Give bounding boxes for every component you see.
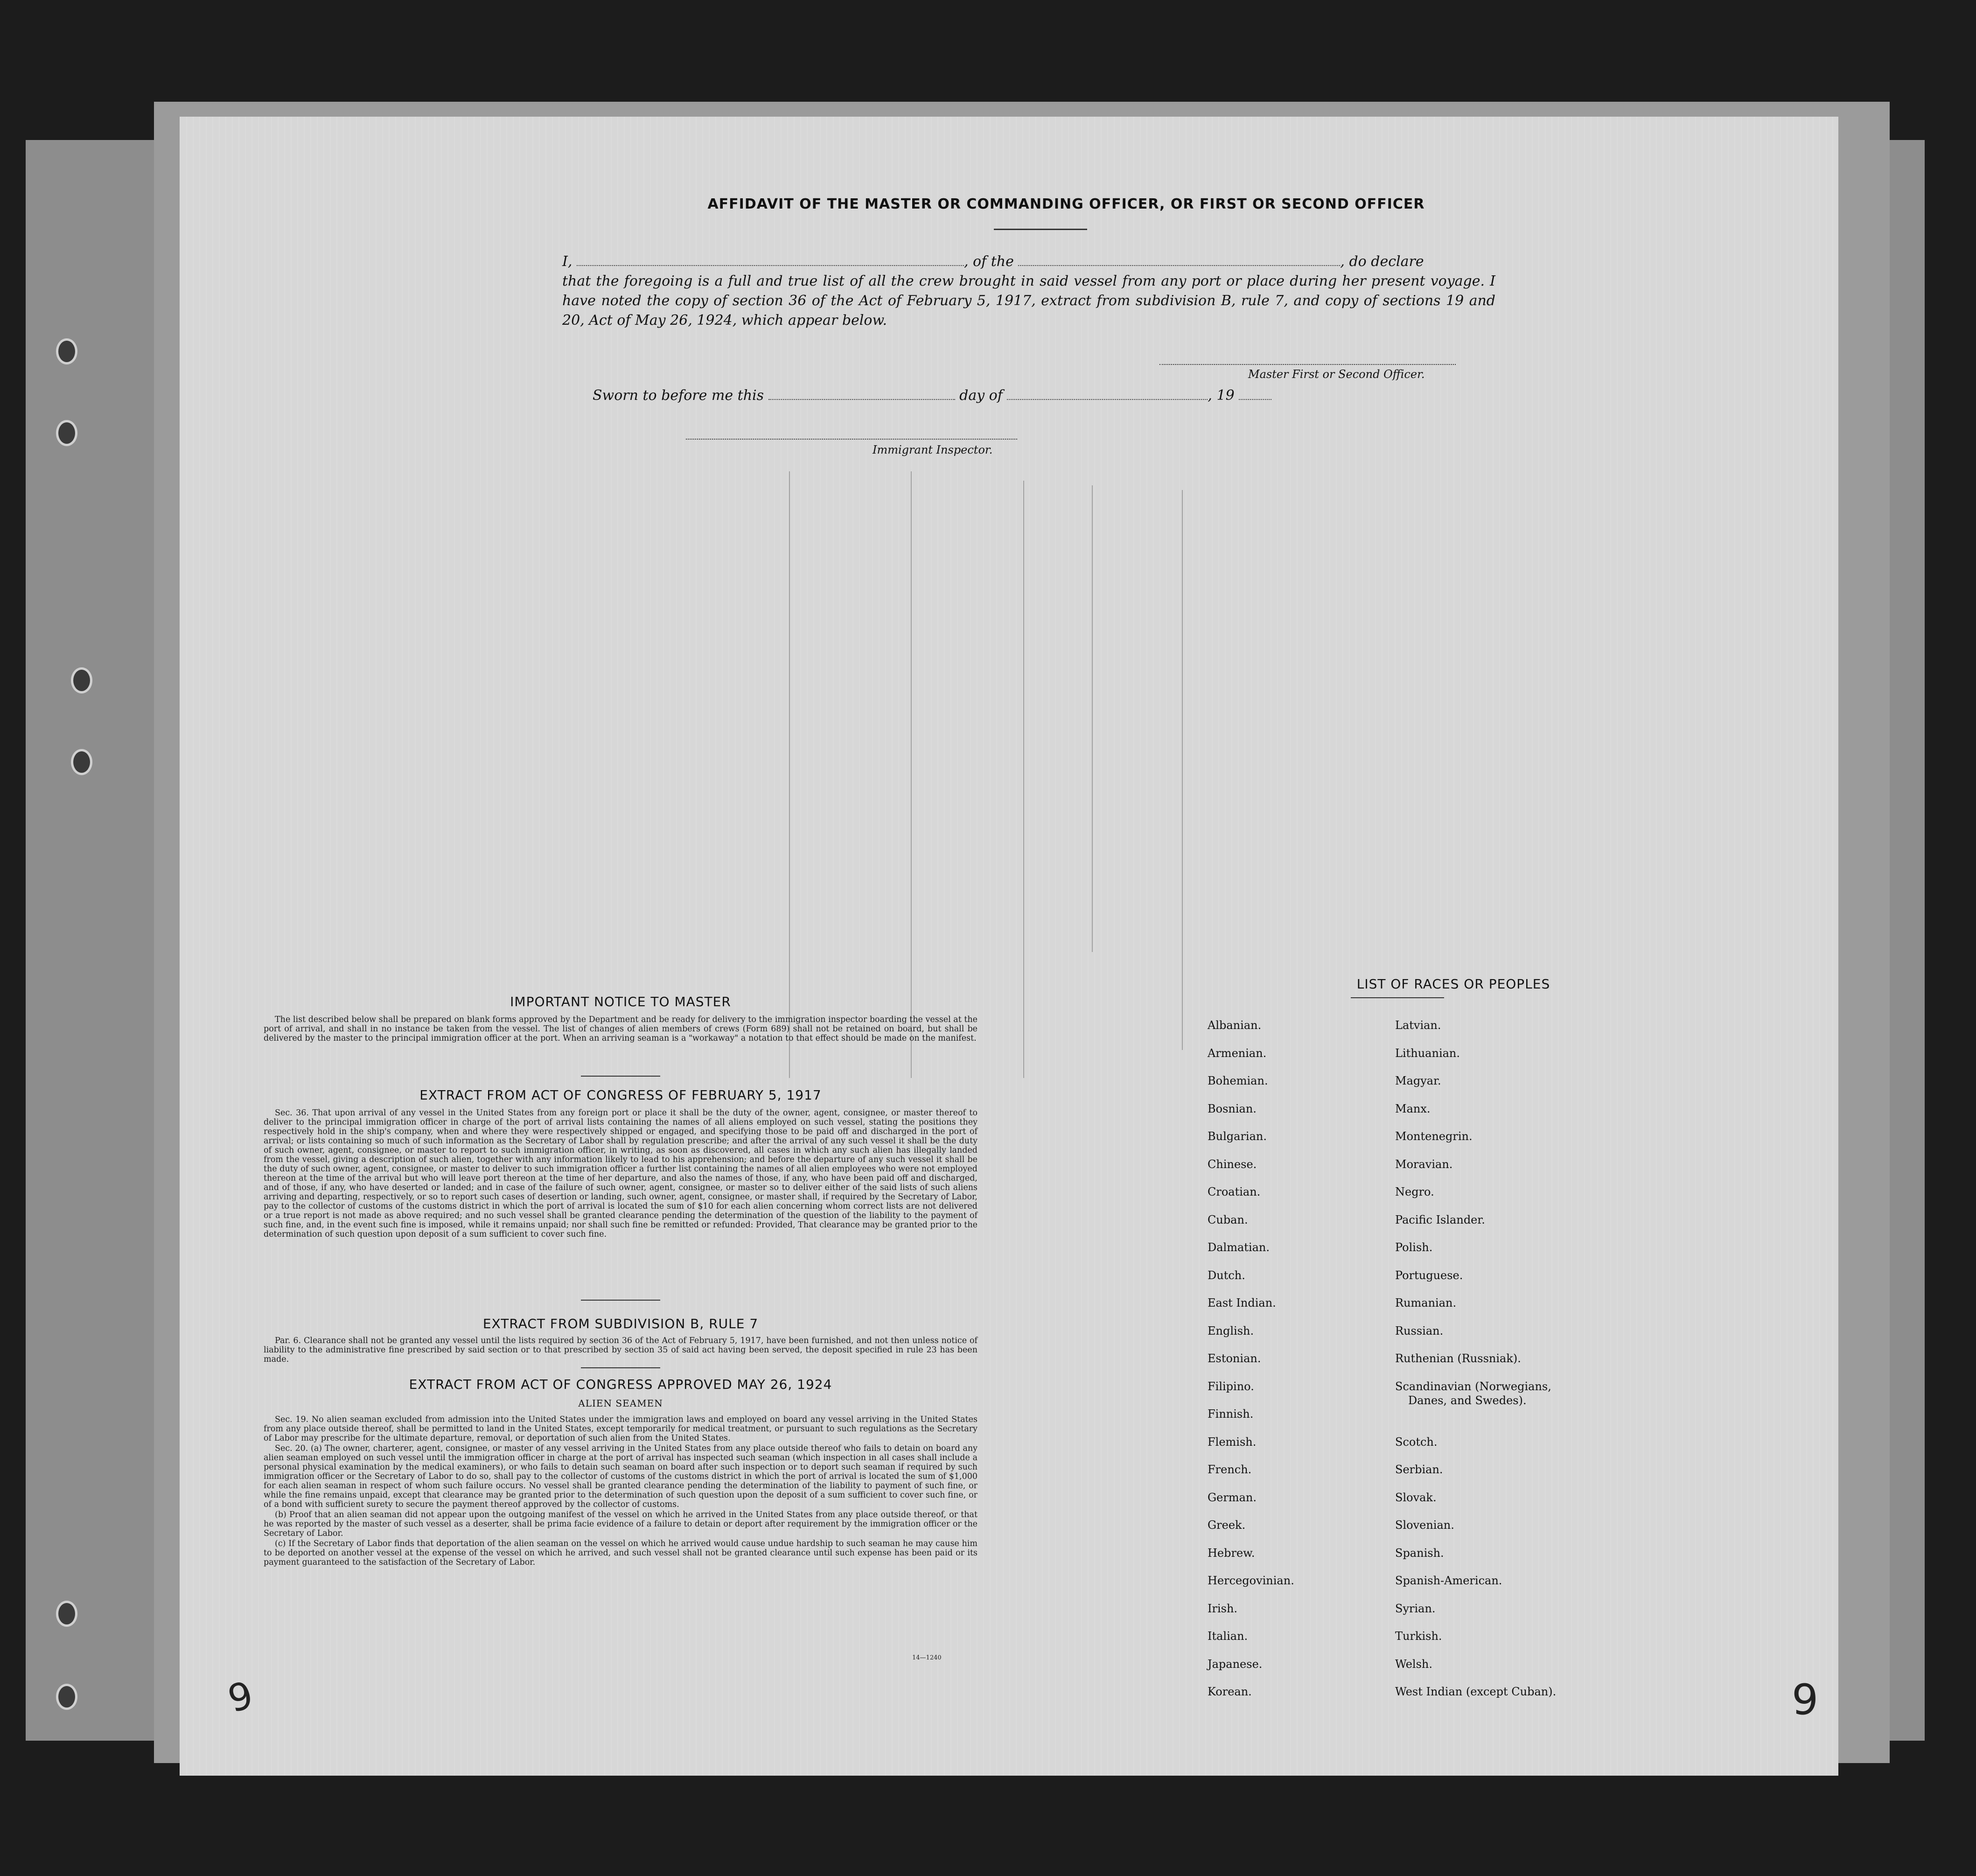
race-item: Manx. (1395, 1102, 1431, 1115)
race-item: Armenian. (1208, 1046, 1267, 1060)
sworn-day-of: day of (959, 387, 1003, 404)
inspector-label: Immigrant Inspector. (873, 443, 993, 456)
sworn-day-field[interactable] (768, 399, 955, 400)
race-item: Polish. (1395, 1241, 1433, 1254)
affidavit-body: that the foregoing is a full and true list of all the crew brought in said vessel from any port or place during her present voyage. I have noted the copy of section 36 of the Act of February 5, 1917, extract from subdivision B, rule 7, and copy of sections 19 and 20, Act of May 26, 1924, which appear below. (562, 273, 1495, 329)
race-item: Bosnian. (1208, 1102, 1257, 1115)
affidavit-title: AFFIDAVIT OF THE MASTER OR COMMANDING OFFICER, OR FIRST OR SECOND OFFICER (707, 196, 1425, 212)
race-item: Bohemian. (1208, 1074, 1268, 1087)
race-item: Filipino. (1208, 1379, 1254, 1393)
race-item: Hebrew. (1208, 1546, 1255, 1560)
inspector-signature-line[interactable] (686, 439, 1017, 440)
affidavit-of-the-label: , of the (964, 253, 1014, 270)
races-title-divider (1351, 997, 1444, 998)
race-item: Croatian. (1208, 1185, 1261, 1198)
section-divider (581, 1076, 660, 1077)
bleed-through-line (1023, 481, 1024, 1078)
sworn-year-field[interactable] (1239, 399, 1271, 400)
race-item: Scotch. (1395, 1435, 1438, 1449)
race-item: Syrian. (1395, 1602, 1436, 1615)
race-item: Rumanian. (1395, 1296, 1457, 1309)
notice-text (264, 1015, 978, 1044)
race-item: Pacific Islander. (1395, 1213, 1485, 1226)
race-item-scandinavian: Scandinavian (Norwegians, (1395, 1379, 1551, 1393)
notice-title: IMPORTANT NOTICE TO MASTER (510, 994, 731, 1009)
race-item: Flemish. (1208, 1435, 1257, 1449)
extract-1917-text (264, 1108, 978, 1240)
race-item: Serbian. (1395, 1463, 1443, 1476)
races-title: LIST OF RACES OR PEOPLES (1356, 976, 1550, 992)
race-item: Finnish. (1208, 1407, 1254, 1421)
race-item: Latvian. (1395, 1019, 1441, 1032)
sec-20c-paragraph: (c) If the Secretary of Labor finds that deportation of the alien seaman on the vessel on which he arrived would cause undue hardship to such seaman he may cause him to be deported on another vessel at the expense of the vessel on which he arrived, and such vessel shall not be granted clearance until such expense has been paid or its payment guaranteed to the satisfaction of the Secretary of Labor. (264, 1539, 978, 1567)
race-item: Chinese. (1208, 1157, 1257, 1171)
form-page (180, 117, 1838, 1776)
race-item: Irish. (1208, 1602, 1238, 1615)
title-divider (994, 229, 1087, 230)
race-item (1395, 1379, 1556, 1435)
race-item: Spanish-American. (1395, 1574, 1502, 1587)
binder-hole-icon (71, 749, 92, 775)
race-item-scandinavian-cont: Danes, and Swedes). (1408, 1393, 1527, 1407)
sworn-line (593, 387, 1271, 404)
races-column-2 (1395, 1018, 1556, 1713)
race-item: Korean. (1208, 1685, 1252, 1698)
race-item: Magyar. (1395, 1074, 1441, 1087)
race-item: East Indian. (1208, 1296, 1276, 1309)
affidavit-i-label: I, (562, 253, 573, 270)
form-number: 14—1240 (912, 1654, 942, 1661)
race-item: Lithuanian. (1395, 1046, 1460, 1060)
bleed-through-line (789, 471, 790, 1078)
binder-hole-icon (56, 1601, 77, 1627)
race-item: Slovenian. (1395, 1519, 1454, 1532)
race-item: Hercegovinian. (1208, 1574, 1294, 1587)
race-item: Welsh. (1395, 1657, 1432, 1671)
extract-1924-title: EXTRACT FROM ACT OF CONGRESS APPROVED MAY 26, 1924 (409, 1377, 832, 1392)
extract-1924-text (264, 1415, 978, 1568)
races-column-1 (1208, 1018, 1294, 1713)
affidavit-text (562, 252, 1495, 330)
race-item: Spanish. (1395, 1546, 1444, 1560)
binder-hole-icon (56, 338, 77, 364)
race-item: West Indian (except Cuban). (1395, 1685, 1557, 1698)
binder-hole-icon (56, 1684, 77, 1710)
binder-hole-icon (71, 667, 92, 693)
race-item: Estonian. (1208, 1352, 1261, 1365)
extract-1917-title: EXTRACT FROM ACT OF CONGRESS OF FEBRUARY 5, 1917 (419, 1087, 822, 1103)
race-item: Albanian. (1208, 1019, 1262, 1032)
sec-20a-paragraph: Sec. 20. (a) The owner, charterer, agent, consignee, or master of any vessel arriving in the United States from any place outside thereof who fails to detain on board any alien seaman employed on such vessel until the immigration officer in charge at the port of arrival has inspected such seaman (which inspection in all cases shall include a personal physical examination by the medical examiners), or who fails to detain such seaman on board after such inspection or to deport such seaman if required by such immigration officer or the Secretary of Labor to do so, shall pay to the collector of customs of the customs district in which the port of arrival is located the sum of $1,000 for each alien seaman in respect of whom such failure occurs. No vessel shall be granted clearance pending the determination of the liability to payment of such fine, or while the fine remains unpaid, except that clearance may be granted prior to the determination of such question upon the deposit of a sum sufficient to cover such fine, or of a bond with sufficient surety to secure the payment thereof approved by the collector of customs. (264, 1444, 978, 1509)
race-item: Turkish. (1395, 1630, 1442, 1643)
vessel-name-field[interactable] (1018, 265, 1340, 266)
extract-rule7-title: EXTRACT FROM SUBDIVISION B, RULE 7 (482, 1316, 759, 1331)
race-item: German. (1208, 1491, 1257, 1504)
race-item: English. (1208, 1324, 1254, 1337)
race-item: Bulgarian. (1208, 1130, 1267, 1143)
par-6-paragraph: Par. 6. Clearance shall not be granted any vessel until the lists required by section 36 of the Act of February 5, 1917, have been furnished, and not then unless notice of liability to the administrative fine prescribed by said section or to that prescribed by section 35 of said act having been served, the deposit specified in rule 23 has been made. (264, 1336, 978, 1364)
race-item: Portuguese. (1395, 1268, 1463, 1282)
master-name-field[interactable] (577, 265, 964, 266)
section-divider (581, 1367, 660, 1368)
sworn-month-field[interactable] (1007, 399, 1208, 400)
notice-paragraph: The list described below shall be prepared on blank forms approved by the Department and be ready for delivery to the immigration inspector boarding the vessel at the port of arrival, and shall in no instance be taken from the vessel. The list of changes of alien members of crews (Form 689) shall not be retained on board, but shall be delivered by the master to the principal immigration officer at the port. When an arriving seaman is a "workaway" a notation to that effect should be made on the manifest. (264, 1015, 978, 1043)
race-item: Slovak. (1395, 1491, 1437, 1504)
bleed-through-line (1092, 485, 1093, 952)
pencil-mark-right: 9 (1792, 1675, 1819, 1724)
race-item: Dalmatian. (1208, 1241, 1270, 1254)
race-item: Italian. (1208, 1630, 1248, 1643)
sec-36-paragraph: Sec. 36. That upon arrival of any vessel in the United States from any foreign port or place it shall be the duty of the owner, agent, consignee, or master thereof to deliver to the principal immigration officer in charge of the port of arrival lists containing the names of all aliens employed on such vessel, stating the positions they respectively hold in the ship's company, when and where they were respectively shipped or engaged, and specifying those to be paid off and discharged in the port of arrival; or lists containing so much of such information as the Secretary of Labor shall by regulation prescribe; and after the arrival of any such vessel it shall be the duty of such owner, agent, consignee, or master to report to such immigration officer, in writing, as soon as discovered, all cases in which any such alien has illegally landed from the vessel, giving a description of such alien, together with any information likely to lead to his apprehension; and before the departure of any such vessel it shall be the duty of such owner, agent, consignee, or master to deliver to such immigration officer a further list containing the names of all alien employees who were not employed thereon at the time of the arrival but who will leave port thereon at the time of her departure, and also the names of those, if any, who have been paid off and discharged, and of those, if any, who have deserted or landed; and in case of the failure of such owner, agent, consignee, or master so to deliver either of the said lists of such aliens arriving and departing, respectively, or so to report such cases of desertion or landing, such owner, agent, consignee, or master shall, if required by the Secretary of Labor, pay to the collector of customs of the customs district in which the port of arrival is located the sum of $10 for each alien concerning whom correct lists are not delivered or a true report is not made as above required; and no such vessel shall be granted clearance pending the determination of the question of the liability to the payment of such fine, and, in the event such fine is imposed, while it remains unpaid; nor shall such fine be remitted or refunded: Provided, That clearance may be granted prior to the determination of such question upon deposit of a sum sufficient to cover such fine. (264, 1108, 978, 1239)
race-item: Japanese. (1208, 1657, 1263, 1671)
sworn-year-label: , 19 (1208, 387, 1235, 404)
race-item: Dutch. (1208, 1268, 1245, 1282)
race-item: Moravian. (1395, 1157, 1453, 1171)
sec-20b-paragraph: (b) Proof that an alien seaman did not appear upon the outgoing manifest of the vessel on which he arrived in the United States from any place outside thereof, or that he was reported by the master of such vessel as a deserter, shall be prima facie evidence of a failure to detain or deport after requirement by the immigration officer or the Secretary of Labor. (264, 1510, 978, 1538)
sworn-prefix: Sworn to before me this (593, 387, 764, 404)
affidavit-do-declare-label: , do declare (1340, 253, 1424, 270)
race-item: Russian. (1395, 1324, 1444, 1337)
section-divider (581, 1300, 660, 1301)
sec-19-paragraph: Sec. 19. No alien seaman excluded from admission into the United States under the immigration laws and employed on board any vessel arriving in the United States from any place outside thereof, shall be permitted to land in the United States, except temporarily for medical treatment, or pursuant to such regulations as the Secretary of Labor may prescribe for the ultimate departure, removal, or deportation of such alien from the United States. (264, 1415, 978, 1443)
bleed-through-line (911, 471, 912, 1078)
alien-seamen-subtitle: ALIEN SEAMEN (578, 1398, 663, 1409)
master-signature-line[interactable] (1159, 364, 1456, 365)
race-item: Negro. (1395, 1185, 1434, 1198)
race-item: Cuban. (1208, 1213, 1248, 1226)
bleed-through-line (1182, 490, 1183, 1050)
master-signature-label: Master First or Second Officer. (1248, 368, 1425, 381)
pencil-mark-left: 9 (223, 1673, 258, 1722)
race-item: Montenegrin. (1395, 1130, 1473, 1143)
race-item: Greek. (1208, 1519, 1246, 1532)
race-item: Ruthenian (Russniak). (1395, 1352, 1521, 1365)
extract-rule7-text (264, 1336, 978, 1365)
race-item: French. (1208, 1463, 1252, 1476)
binder-hole-icon (56, 420, 77, 446)
